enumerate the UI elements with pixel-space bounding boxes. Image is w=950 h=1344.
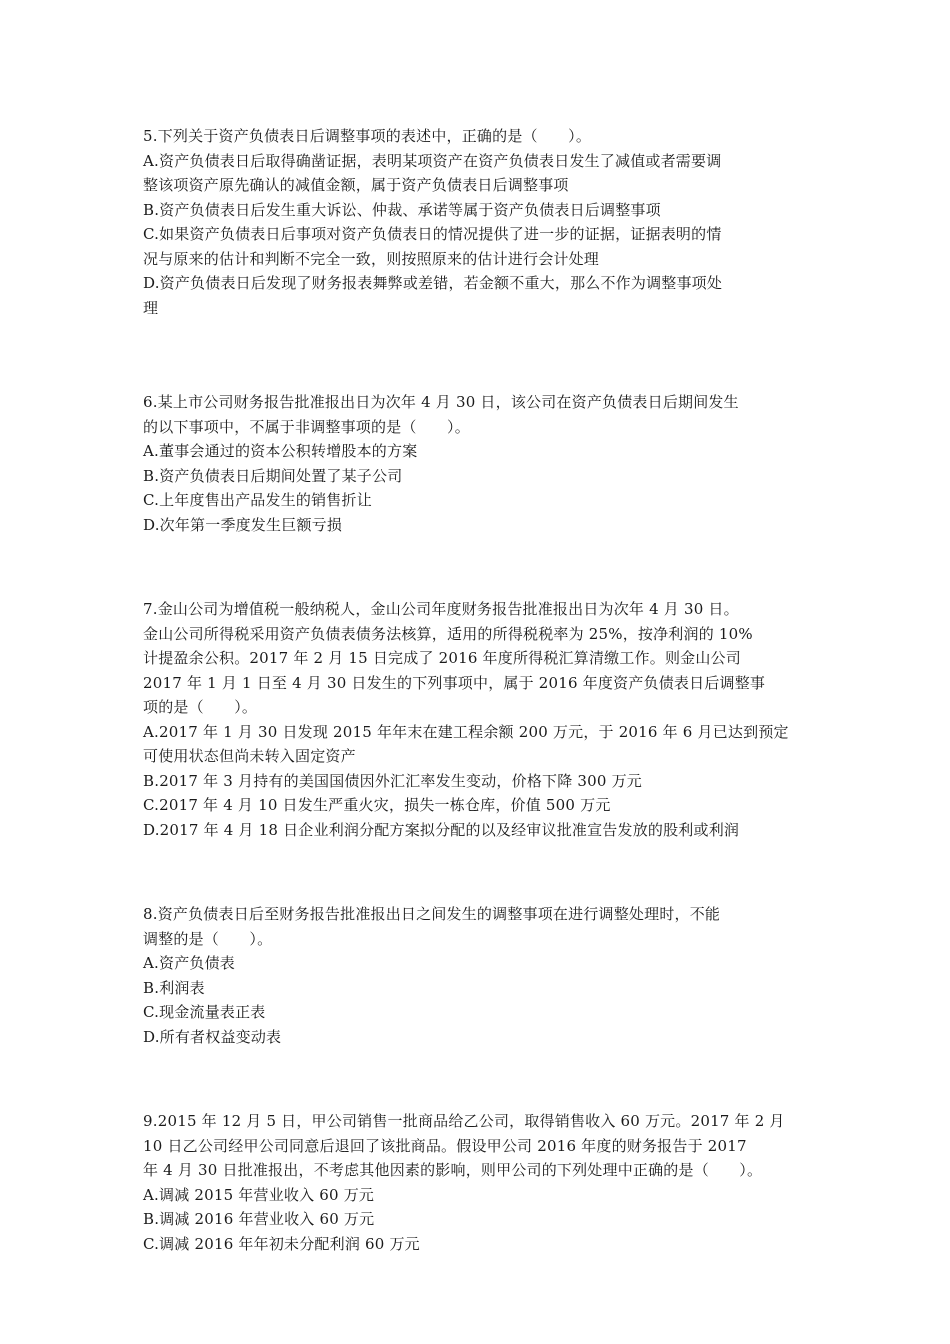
- spacer: [143, 842, 815, 902]
- option-d: D.次年第一季度发生巨额亏损: [143, 515, 343, 534]
- option-d: D.2017 年 4 月 18 日企业利润分配方案拟分配的以及经审议批准宣告发放的股利或利润: [143, 820, 740, 839]
- question-9-stem-continued: 10 日乙公司经甲公司同意后退回了该批商品。假设甲公司 2016 年度的财务报告于 2017: [143, 1136, 747, 1155]
- option-b: B.2017 年 3 月持有的美国国债因外汇汇率发生变动，价格下降 300 万元: [143, 771, 642, 790]
- option-c: C.上年度售出产品发生的销售折让: [143, 491, 372, 509]
- option-c: C.如果资产负债表日后事项对资产负债表日的情况提供了进一步的证据，证据表明的情: [143, 225, 722, 243]
- question-9-stem: 9.2015 年 12 月 5 日，甲公司销售一批商品给乙公司，取得销售收入 60 万元。2017 年 2 月: [143, 1112, 785, 1130]
- option-a: A.调减 2015 年营业收入 60 万元: [143, 1185, 375, 1204]
- spacer: [143, 537, 815, 597]
- option-a: A.资产负债表日后取得确凿证据，表明某项资产在资产负债表日发生了减值或者需要调: [143, 151, 722, 170]
- option-a-continued: 可使用状态但尚未转入固定资产: [143, 747, 356, 765]
- question-7-stem: 7.金山公司为增值税一般纳税人，金山公司年度财务报告批准报出日为次年 4 月 30 日。: [143, 600, 739, 618]
- option-d: D.所有者权益变动表: [143, 1027, 282, 1046]
- option-b: B.调减 2016 年营业收入 60 万元: [143, 1210, 375, 1228]
- question-8-stem: 8.资产负债表日后至财务报告批准报出日之间发生的调整事项在进行调整处理时，不能: [143, 905, 721, 923]
- option-c: C.现金流量表正表: [143, 1003, 266, 1021]
- spacer: [143, 1049, 815, 1109]
- question-8: [143, 902, 815, 1049]
- question-6-stem-continued: 的以下事项中，不属于非调整事项的是（ ）。: [143, 417, 470, 436]
- question-6: [143, 390, 815, 537]
- question-7-stem-continued: 金山公司所得税采用资产负债表债务法核算，适用的所得税税率为 25%，按净利润的 10%: [143, 624, 753, 643]
- question-7-stem-continued: 项的是（ ）。: [143, 698, 258, 716]
- question-7-stem-continued: 计提盈余公积。2017 年 2 月 15 日完成了 2016 年度所得税汇算清缴工作。则金山公司: [143, 649, 741, 667]
- option-c: C.2017 年 4 月 10 日发生严重火灾，损失一栋仓库，价值 500 万元: [143, 796, 611, 814]
- option-c-continued: 况与原来的估计和判断不完全一致，则按照原来的估计进行会计处理: [143, 249, 600, 268]
- option-b: B.资产负债表日后发生重大诉讼、仲裁、承诺等属于资产负债表日后调整事项: [143, 200, 661, 219]
- question-8-stem-continued: 调整的是（ ）。: [143, 929, 273, 948]
- question-5-stem: 5.下列关于资产负债表日后调整事项的表述中，正确的是（ ）。: [143, 127, 592, 145]
- option-a: A.资产负债表: [143, 954, 236, 972]
- option-b: B.资产负债表日后期间处置了某子公司: [143, 466, 403, 485]
- question-5: [143, 124, 815, 320]
- option-a: A.董事会通过的资本公积转增股本的方案: [143, 442, 418, 460]
- option-a-continued: 整该项资产原先确认的减值金额，属于资产负债表日后调整事项: [143, 176, 569, 194]
- spacer: [143, 320, 815, 390]
- document-page: [143, 124, 815, 1256]
- option-d-continued: 理: [143, 298, 159, 317]
- option-a: A.2017 年 1 月 30 日发现 2015 年年末在建工程余额 200 万元，于 2016 年 6 月已达到预定: [143, 722, 789, 741]
- option-b: B.利润表: [143, 978, 205, 997]
- question-6-stem: 6.某上市公司财务报告批准报出日为次年 4 月 30 日，该公司在资产负债表日后期间发生: [143, 393, 739, 411]
- question-9-stem-continued: 年 4 月 30 日批准报出，不考虑其他因素的影响，则甲公司的下列处理中正确的是（ ）。: [143, 1161, 763, 1179]
- question-9: [143, 1109, 815, 1256]
- question-7-stem-continued: 2017 年 1 月 1 日至 4 月 30 日发生的下列事项中，属于 2016 年度资产负债表日后调整事: [143, 673, 766, 692]
- option-d: D.资产负债表日后发现了财务报表舞弊或差错，若金额不重大，那么不作为调整事项处: [143, 274, 723, 292]
- question-7: [143, 597, 815, 842]
- option-c: C.调减 2016 年年初未分配利润 60 万元: [143, 1234, 420, 1253]
